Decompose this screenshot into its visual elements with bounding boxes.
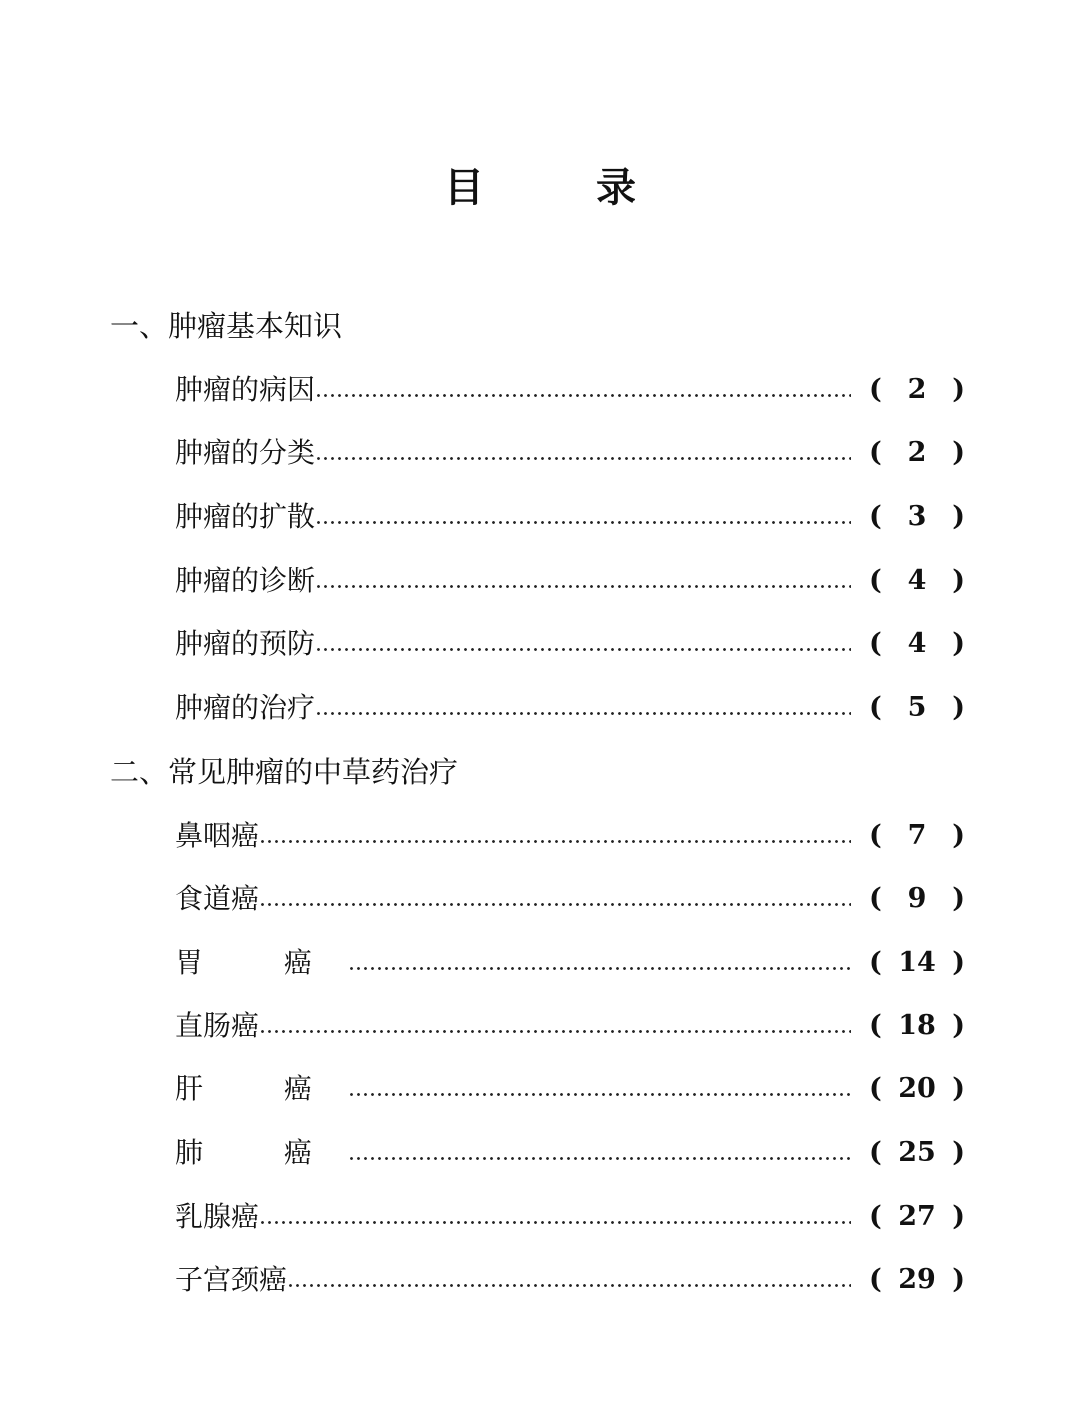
toc-entry[interactable] <box>175 624 965 664</box>
toc-entry-label: 子宫颈癌 <box>175 1263 288 1296</box>
page-title <box>0 160 1080 216</box>
toc-entry-label: 肿瘤的预防 <box>175 627 316 660</box>
section-heading-2: 二、常见肿瘤的中草药治疗 <box>110 755 459 789</box>
leader-dots <box>315 688 851 728</box>
toc-entry-label: 肿瘤的扩散 <box>175 500 316 533</box>
toc-entry-label: 胃 癌 <box>175 946 348 979</box>
toc-entry-label: 肿瘤的治疗 <box>175 691 316 724</box>
toc-entry[interactable] <box>175 816 965 856</box>
toc-entry[interactable] <box>175 1133 965 1173</box>
toc-entry[interactable] <box>175 433 965 473</box>
leader-dots <box>259 816 851 856</box>
leader-dots <box>348 943 851 983</box>
toc-entry-page: ( 4 ) <box>869 628 965 659</box>
toc-entry-page: ( 5 ) <box>869 692 965 723</box>
toc-entry[interactable] <box>175 943 965 983</box>
leader-dots <box>315 370 851 410</box>
toc-entry-label: 肺 癌 <box>175 1136 348 1169</box>
toc-entry-label: 乳腺癌 <box>175 1200 260 1233</box>
leader-dots <box>259 1197 851 1237</box>
toc-entry-page: ( 27 ) <box>869 1201 965 1232</box>
leader-dots <box>348 1069 851 1109</box>
toc-entry-page: ( 18 ) <box>869 1010 965 1041</box>
leader-dots <box>315 624 851 664</box>
toc-entry-page: ( 2 ) <box>869 437 965 468</box>
toc-entry-page: ( 7 ) <box>869 820 965 851</box>
toc-entry[interactable] <box>175 370 965 410</box>
toc-entry[interactable] <box>175 1260 965 1300</box>
toc-entry[interactable] <box>175 879 965 919</box>
leader-dots <box>315 433 851 473</box>
toc-entry-page: ( 29 ) <box>869 1264 965 1295</box>
toc-entry-page: ( 25 ) <box>869 1137 965 1168</box>
toc-entry-label: 肿瘤的诊断 <box>175 564 316 597</box>
leader-dots <box>315 561 851 601</box>
toc-entry-label: 食道癌 <box>175 882 260 915</box>
toc-entry-page: ( 3 ) <box>869 501 965 532</box>
leader-dots <box>259 879 851 919</box>
toc-entry[interactable] <box>175 497 965 537</box>
title-char-2: 录 <box>596 165 636 211</box>
toc-entry-label: 肝 癌 <box>175 1072 348 1105</box>
leader-dots <box>315 497 851 537</box>
toc-entry[interactable] <box>175 1197 965 1237</box>
toc-entry-label: 鼻咽癌 <box>175 819 260 852</box>
leader-dots <box>348 1133 851 1173</box>
toc-entry-page: ( 4 ) <box>869 565 965 596</box>
toc-entry-label: 直肠癌 <box>175 1009 260 1042</box>
leader-dots <box>287 1260 851 1300</box>
toc-entry-label: 肿瘤的病因 <box>175 373 316 406</box>
toc-entry[interactable] <box>175 561 965 601</box>
section-heading-1: 一、肿瘤基本知识 <box>110 309 343 343</box>
toc-entry-page: ( 9 ) <box>869 883 965 914</box>
toc-entry-page: ( 20 ) <box>869 1073 965 1104</box>
toc-entry[interactable] <box>175 1006 965 1046</box>
toc-entry[interactable] <box>175 1069 965 1109</box>
title-char-1: 目 <box>444 165 484 211</box>
leader-dots <box>259 1006 851 1046</box>
toc-entry[interactable] <box>175 688 965 728</box>
toc-entry-page: ( 2 ) <box>869 374 965 405</box>
toc-entry-label: 肿瘤的分类 <box>175 436 316 469</box>
toc-entry-page: ( 14 ) <box>869 947 965 978</box>
